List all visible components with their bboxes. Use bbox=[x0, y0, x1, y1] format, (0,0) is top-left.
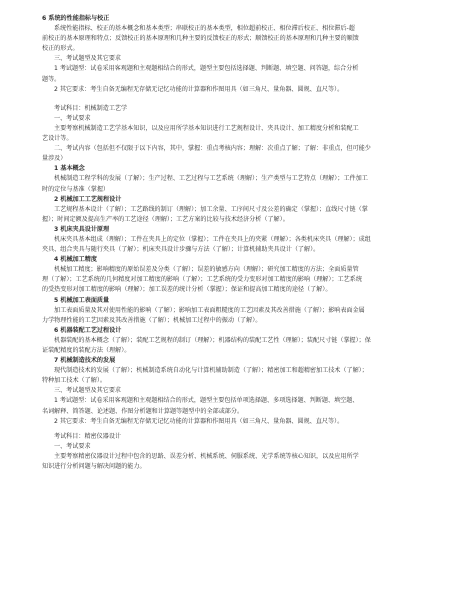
paragraph-line: 名词解释、简答题、论述题、作图分析题和计算题等题型中的全部或部分。 bbox=[42, 407, 244, 415]
section-heading: 一、考试要求 bbox=[54, 114, 91, 122]
topic-heading: 5 机械加工表面质量 bbox=[54, 296, 110, 304]
section-heading: 三、考试题型及其它要求 bbox=[54, 55, 122, 63]
paragraph-line: 系统性能指标、校正的基本概念和基本类型；串联校正的基本类型，相位超前校正、相位滞后校正、相位滞后-超 bbox=[54, 25, 355, 33]
section-heading: 三、考试题型及其它要求 bbox=[54, 387, 122, 395]
paragraph-line: 特种加工技术（了解）。 bbox=[42, 377, 106, 385]
topic-heading: 3 机床夹具设计原理 bbox=[54, 225, 110, 233]
subject-title: 考试科目：精密仪器设计 bbox=[54, 432, 122, 440]
paragraph-line: 机床夹具基本组成（理解）；工件在夹具上的定位（掌握）；工件在夹具上的夹紧（理解）；各类机床夹具（理解）；成组 bbox=[54, 235, 371, 243]
topic-heading: 7 机械制造技术的发展 bbox=[54, 357, 116, 365]
paragraph-line: 1 考试题型：试卷采用客观题和主观题相结合的形式，题型主要包括单项选择题、多项选择题、判断题、填空题、 bbox=[54, 397, 359, 405]
section-heading: 6 系统的性能指标与校正 bbox=[42, 15, 110, 22]
paragraph-line: 艺设计等。 bbox=[42, 135, 73, 143]
paragraph-line: 工艺规程基本设计（了解）；工艺路线的制订（理解）；加工余量、工序间尺寸及公差的确定（掌握）；直线尺寸链（掌 bbox=[54, 205, 368, 213]
paragraph-line: 校正的形式。 bbox=[42, 45, 79, 53]
paragraph-line: 夹具、组合夹具与随行夹具（了解）；机床夹具设计步骤与方法（了解）；计算机辅助夹具设计（了解）。 bbox=[42, 246, 320, 254]
paragraph-line: 知识进行分析问题与解决问题的能力。 bbox=[42, 463, 146, 471]
topic-heading: 1 基本概念 bbox=[54, 165, 85, 173]
paragraph-line: 题等。 bbox=[42, 75, 61, 83]
paragraph-line: 前校正的基本原理和特点；反馈校正的基本原理和几种主要的反馈校正的形式；顺馈校正的基本原理和几种主要的顺馈 bbox=[42, 35, 359, 43]
paragraph-line: 力学物理性能的工艺因素及其改善措施（了解）；机械加工过程中的振动（了解）。 bbox=[42, 316, 262, 324]
topic-heading: 4 机械加工精度 bbox=[54, 256, 97, 264]
paragraph-line: 2 其它要求：考生自备无编程无存储无记忆功能的计算器和作图用具（如三角尺、量角器、圆规、直尺等）。 bbox=[54, 417, 344, 425]
paragraph-line: 的受热变形对加工精度的影响（理解）；加工误差的统计分析（掌握）；保证和提高加工精度的途径（了解）。 bbox=[42, 286, 332, 294]
paragraph-line: 1 考试题型：试卷采用客观题和主观题相结合的形式，题型主要包括选择题、判断题、填空题、问答题，综合分析 bbox=[54, 65, 359, 73]
paragraph-line: 主要考察精密仪器设计过程中包含的思路、误差分析、机械系统、伺服系统、光学系统等核心知识，以及应用所学 bbox=[54, 452, 359, 460]
paragraph-line: 时的定位与基准（掌握） bbox=[42, 185, 110, 193]
paragraph-line: 机器装配的基本概念（了解）；装配工艺规程的制订（理解）；机器结构的装配工艺性（理解）；装配尺寸链（掌握）；保 bbox=[54, 336, 371, 344]
topic-heading: 2 机械加工工艺规程设计 bbox=[54, 195, 122, 203]
paragraph-line: 主要考察机械制造工艺学基本知识，以及应用所学基本知识进行工艺规程设计、夹具设计、加工精度分析和装配工 bbox=[54, 124, 359, 132]
paragraph-line: 现代制造技术的发展（了解）；机械制造系统自动化与计算机辅助制造（了解）；精密加工和超精密加工技术（了解）； bbox=[54, 367, 368, 375]
paragraph-line: 2 其它要求：考生自备无编程无存储无记忆功能的计算器和作图用具（如三角尺、量角器、圆规、直尺等）。 bbox=[54, 85, 344, 93]
paragraph-line: 加工表面质量及其对使用性能的影响（了解）；影响加工表面粗糙度的工艺因素及其改善措施（了解）；影响表面金属 bbox=[54, 306, 365, 314]
paragraph-line: 证装配精度的装配方法（理解）。 bbox=[42, 347, 131, 354]
topic-heading: 6 机器装配工艺过程设计 bbox=[54, 326, 122, 334]
paragraph-line: 机械加工精度；影响精度的原始误差及分类（了解）；误差的敏感方向（理解）；研究加工精度的方法；全面质量管 bbox=[54, 266, 359, 274]
paragraph-line: 握）；时间定额及提高生产率的工艺途径（理解）；工艺方案的比较与技术经济分析（了解）。 bbox=[42, 215, 289, 223]
paragraph-line: 二、考试内容（包括但不仅限于以下内容，其中，掌握：重点考核内容；理解：次重点了解；了解：非重点，但可能少 bbox=[54, 145, 371, 153]
paragraph-line: 理（了解）；工艺系统的几何精度对加工精度的影响（了解）；工艺系统的受力变形对加工精度的影响（理解）；工艺系统 bbox=[42, 276, 362, 284]
paragraph-line: 机械制造工程学科的发展（了解）；生产过程、工艺过程与工艺系统（理解）；生产类型与工艺特点（理解）；工件加工 bbox=[54, 175, 368, 183]
subject-title: 考试科目：机械制造工艺学 bbox=[54, 104, 128, 112]
section-heading: 一、考试要求 bbox=[54, 442, 91, 450]
paragraph-line: 量涉及） bbox=[42, 155, 67, 163]
